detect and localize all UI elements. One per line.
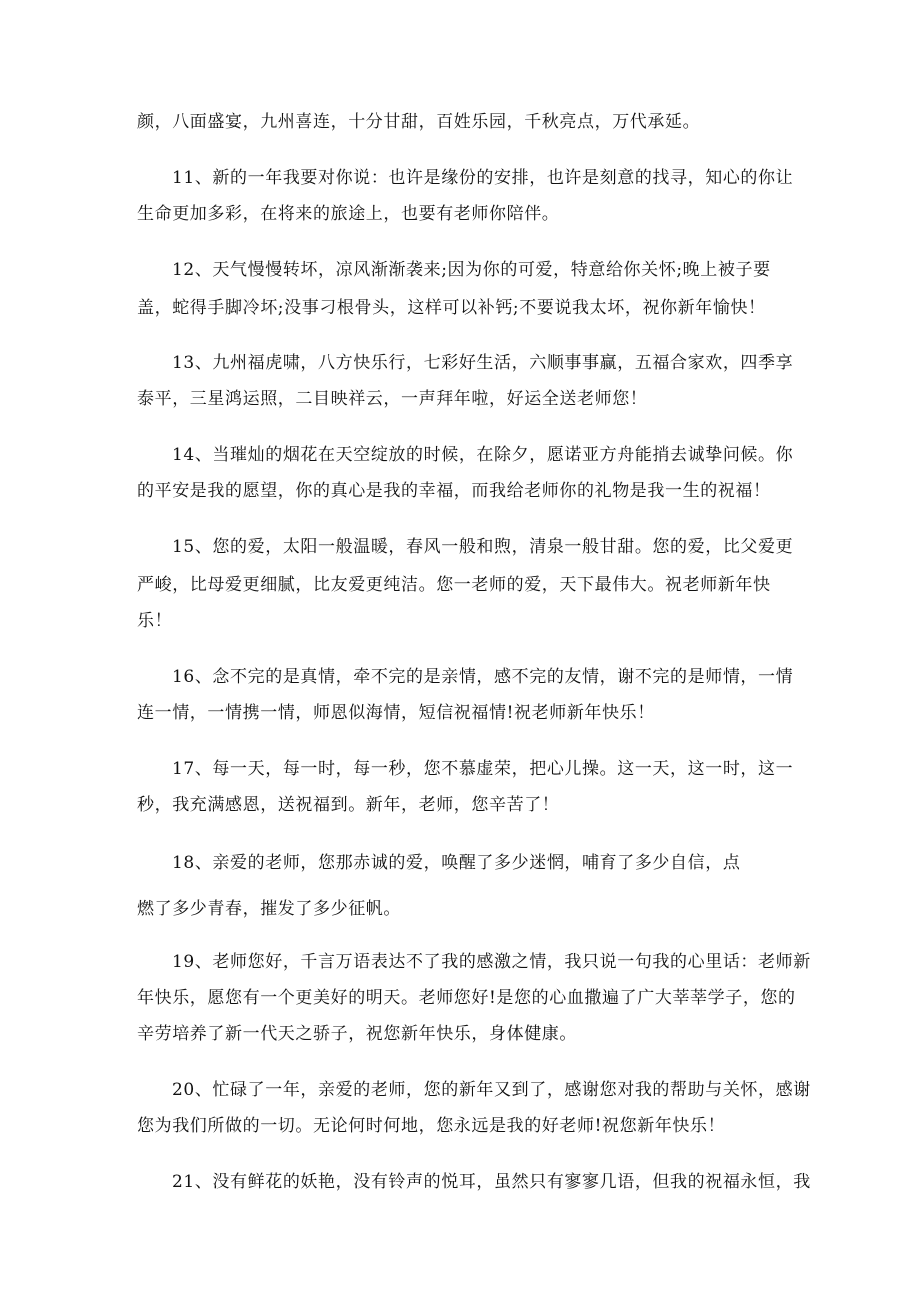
text-line: 16、念不完的是真情，牵不完的是亲情，感不完的友情，谢不完的是师情，一情: [172, 667, 794, 687]
text-line: 燃了多少青春，摧发了多少征帆。: [137, 899, 401, 919]
text-line: 18、亲爱的老师，您那赤诚的爱，唤醒了多少迷惘，哺育了多少自信，点: [172, 853, 741, 873]
text-line: 19、老师您好，千言万语表达不了我的感激之情，我只说一句我的心里话：老师新: [172, 952, 811, 972]
text-line: 15、您的爱，太阳一般温暖，春风一般和煦，清泉一般甘甜。您的爱，比父爱更: [172, 537, 794, 557]
text-line: 20、忙碌了一年，亲爱的老师，您的新年又到了，感谢您对我的帮助与关怀，感谢: [172, 1080, 811, 1100]
text-line: 泰平，三星鸿运照，二目映祥云，一声拜年啦，好运全送老师您！: [137, 389, 648, 409]
text-line: 您为我们所做的一切。无论何时何地，您永远是我的好老师!祝您新年快乐！: [137, 1116, 726, 1136]
text-line: 12、天气慢慢转坏，凉风渐渐袭来;因为你的可爱，特意给你关怀;晚上被子要: [172, 260, 771, 280]
text-line: 生命更加多彩，在将来的旅途上，也要有老师你陪伴。: [137, 204, 560, 224]
text-line: 盖，蛇得手脚冷坏;没事刁根骨头，这样可以补钙;不要说我太坏，祝你新年愉快！: [137, 298, 766, 318]
text-line: 的平安是我的愿望，你的真心是我的幸福，而我给老师你的礼物是我一生的祝福！: [137, 481, 771, 501]
text-line: 17、每一天，每一时，每一秒，您不慕虚荣，把心儿操。这一天，这一时，这一: [172, 759, 794, 779]
text-line: 颜，八面盛宴，九州喜连，十分甘甜，百姓乐园，千秋亮点，万代承延。: [137, 112, 701, 132]
text-line: 21、没有鲜花的妖艳，没有铃声的悦耳，虽然只有寥寥几语，但我的祝福永恒，我: [172, 1172, 811, 1192]
text-line: 秒，我充满感恩，送祝福到。新年，老师，您辛苦了！: [137, 795, 560, 815]
text-line: 年快乐，愿您有一个更美好的明天。老师您好!是您的心血撒遍了广大莘莘学子，您的: [137, 988, 796, 1008]
text-line: 严峻，比母爱更细腻，比友爱更纯洁。您一老师的爱，天下最伟大。祝老师新年快: [137, 575, 771, 595]
text-line: 14、当璀灿的烟花在天空绽放的时候，在除夕，愿诺亚方舟能捎去诚挚问候。你: [172, 445, 794, 465]
text-line: 辛劳培养了新一代天之骄子，祝您新年快乐，身体健康。: [137, 1024, 577, 1044]
text-line: 连一情，一情携一情，师恩似海情，短信祝福情!祝老师新年快乐！: [137, 703, 655, 723]
text-line: 13、九州福虎啸，八方快乐行，七彩好生活，六顺事事赢，五福合家欢，四季享: [172, 353, 794, 373]
text-line: 乐！: [137, 611, 173, 631]
text-line: 11、新的一年我要对你说：也许是缘份的安排，也许是刻意的找寻，知心的你让: [172, 168, 794, 188]
